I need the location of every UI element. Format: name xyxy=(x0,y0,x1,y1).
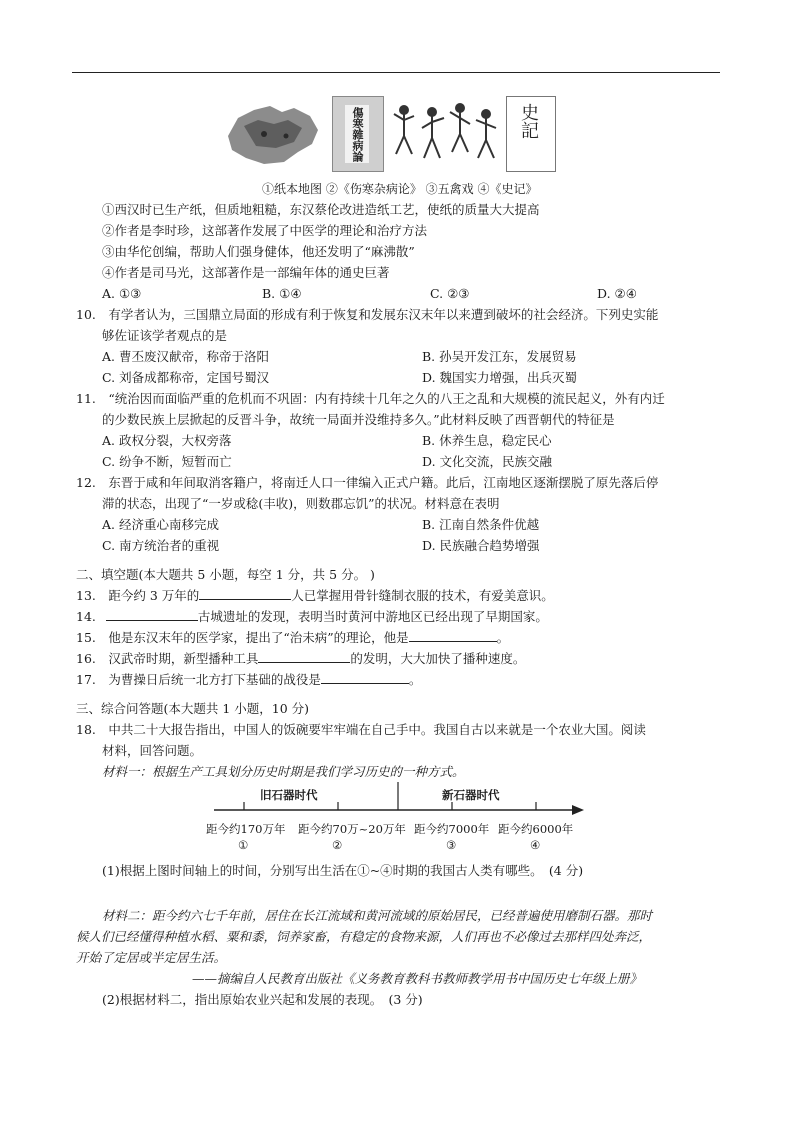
q18-line-1: 18. 中共二十大报告指出，中国人的饭碗要牢牢端在自己手中。我国自古以来就是一个农业大国。阅读 xyxy=(76,722,646,737)
q12-option-c[interactable]: C. 南方统治者的重视 xyxy=(102,538,220,553)
q9-statement-1: ①西汉时已生产纸，但质地粗糙，东汉蔡伦改进造纸工艺，使纸的质量大大提高 xyxy=(102,202,540,217)
q14 xyxy=(76,608,548,626)
q12-line-2: 滞的状态，出现了“一岁或稔(丰收)，则数郡忘饥”的状况。材料意在表明 xyxy=(102,496,500,511)
q12-option-b[interactable]: B. 江南自然条件优越 xyxy=(422,517,540,532)
shiji-title: 史記 xyxy=(518,103,539,139)
q18-material-2-line-2: 候人们已经懂得种植水稻、粟和黍，饲养家畜，有稳定的食物来源，人们再也不必像过去那样四处奔泛， xyxy=(76,929,652,944)
timeline-point-3-number: ③ xyxy=(446,838,457,852)
timeline-point-1-number: ① xyxy=(238,838,249,852)
q13-blank[interactable] xyxy=(199,587,291,600)
q15-text-a: 15. 他是东汉末年的医学家，提出了“治未病”的理论，他是 xyxy=(76,630,409,645)
q18-material-2-line-3: 开始了定居或半定居生活。 xyxy=(76,950,227,965)
q16-text-b: 的发明，大大加快了播种速度。 xyxy=(350,651,526,666)
q16-text-a: 16. 汉武帝时期，新型播种工具 xyxy=(76,651,259,666)
q11-line-2: 的少数民族上层掀起的反晋斗争，故统一局面并没维持多久。”此材料反映了西晋朝代的特征是 xyxy=(102,412,615,427)
q9-option-a[interactable]: A. ①③ xyxy=(102,286,142,301)
shiji-image xyxy=(506,96,556,172)
image-captions: ①纸本地图 ②《伤寒杂病论》 ③五禽戏 ④《史记》 xyxy=(262,182,538,196)
q10-line-1: 10. 有学者认为，三国鼎立局面的形成有利于恢复和发展东汉末年以来遭到破坏的社会经济。下列史实能 xyxy=(76,307,659,322)
header-rule xyxy=(72,72,720,73)
shanghan-book-image xyxy=(332,96,384,172)
q9-option-b[interactable]: B. ①④ xyxy=(262,286,302,301)
q13 xyxy=(76,587,554,605)
section-3-heading: 三、综合问答题(本大题共 1 小题，10 分) xyxy=(76,701,310,716)
timeline-era-paleolithic: 旧石器时代 xyxy=(260,788,318,802)
timeline-point-2-label: 距今约70万~20万年 xyxy=(298,822,406,836)
q17-text-a: 17. 为曹操日后统一北方打下基础的战役是 xyxy=(76,672,321,687)
q10-option-a[interactable]: A. 曹丕废汉献帝，称帝于洛阳 xyxy=(102,349,269,364)
q15-blank[interactable] xyxy=(409,629,497,642)
q17 xyxy=(76,671,421,689)
timeline xyxy=(206,780,586,860)
q16-blank[interactable] xyxy=(258,650,350,663)
wuqinxi-image xyxy=(390,96,498,170)
q17-text-b: 。 xyxy=(408,672,422,687)
q13-text-a: 13. 距今约 3 万年的 xyxy=(76,588,200,603)
q18-line-2: 材料，回答问题。 xyxy=(102,743,203,758)
timeline-point-2-number: ② xyxy=(332,838,343,852)
q18-sub-question-2: (2)根据材料二，指出原始农业兴起和发展的表现。 (3 分) xyxy=(102,992,423,1007)
q11-option-d[interactable]: D. 文化交流，民族交融 xyxy=(422,454,553,469)
q13-text-b: 人已掌握用骨针缝制衣服的技术，有爱美意识。 xyxy=(291,588,554,603)
q9-statement-4: ④作者是司马光，这部著作是一部编年体的通史巨著 xyxy=(102,265,390,280)
q18-sub-question-1: (1)根据上图时间轴上的时间，分别写出生活在①~④时期的我国古人类有哪些。 (4 分) xyxy=(102,863,584,878)
timeline-point-3-label: 距今约7000年 xyxy=(414,822,490,836)
q12-line-1: 12. 东晋于咸和年间取消客籍户，将南迁人口一律编入正式户籍。此后，江南地区逐渐摆脱了原先落后停 xyxy=(76,475,659,490)
q9-option-d[interactable]: D. ②④ xyxy=(597,286,637,301)
timeline-point-4-label: 距今约6000年 xyxy=(498,822,574,836)
q12-option-a[interactable]: A. 经济重心南移完成 xyxy=(102,517,219,532)
q9-statement-3: ③由华佗创编，帮助人们强身健体，他还发明了“麻沸散” xyxy=(102,244,415,259)
q10-option-d[interactable]: D. 魏国实力增强，出兵灭蜀 xyxy=(422,370,578,385)
q15 xyxy=(76,629,509,647)
timeline-point-1-label: 距今约170万年 xyxy=(206,822,286,836)
q11-option-b[interactable]: B. 休养生息，稳定民心 xyxy=(422,433,552,448)
book-cover-title: 傷寒雜病論 xyxy=(345,105,369,163)
q9-statement-2: ②作者是李时珍，这部著作发展了中医学的理论和治疗方法 xyxy=(102,223,428,238)
q12-option-d[interactable]: D. 民族融合趋势增强 xyxy=(422,538,540,553)
image-row xyxy=(224,96,554,176)
q14-text-b: 古城遗址的发现，表明当时黄河中游地区已经出现了早期国家。 xyxy=(197,609,548,624)
section-2-heading: 二、填空题(本大题共 5 小题，每空 1 分，共 5 分。 ) xyxy=(76,567,375,582)
q14-text-a: 14. xyxy=(76,609,96,624)
q14-blank[interactable] xyxy=(106,608,198,621)
q18-material-2-line-1: 材料二：距今约六七千年前，居住在长江流域和黄河流域的原始居民，已经普遍使用磨制石器。那时 xyxy=(102,908,653,923)
q10-line-2: 够佐证该学者观点的是 xyxy=(102,328,228,343)
timeline-point-4-number: ④ xyxy=(530,838,541,852)
q11-option-a[interactable]: A. 政权分裂，大权旁落 xyxy=(102,433,232,448)
q16 xyxy=(76,650,525,668)
q17-blank[interactable] xyxy=(321,671,409,684)
timeline-era-neolithic: 新石器时代 xyxy=(442,788,500,802)
q10-option-b[interactable]: B. 孙吴开发江东，发展贸易 xyxy=(422,349,577,364)
q9-option-c[interactable]: C. ②③ xyxy=(430,286,470,301)
q15-text-b: 。 xyxy=(496,630,510,645)
q11-line-1: 11. “统治因而面临严重的危机而不巩固：内有持续十几年之久的八王之乱和大规模的流民起义，外有内迁 xyxy=(76,391,665,406)
q11-option-c[interactable]: C. 纷争不断，短暂而亡 xyxy=(102,454,232,469)
q10-option-c[interactable]: C. 刘备成都称帝，定国号蜀汉 xyxy=(102,370,270,385)
q18-material-1: 材料一：根据生产工具划分历史时期是我们学习历史的一种方式。 xyxy=(102,764,465,779)
q18-material-2-source: ——摘编自人民教育出版社《义务教育教科书教师教学用书中国历史七年级上册》 xyxy=(192,971,643,986)
paper-map-image xyxy=(224,96,322,170)
